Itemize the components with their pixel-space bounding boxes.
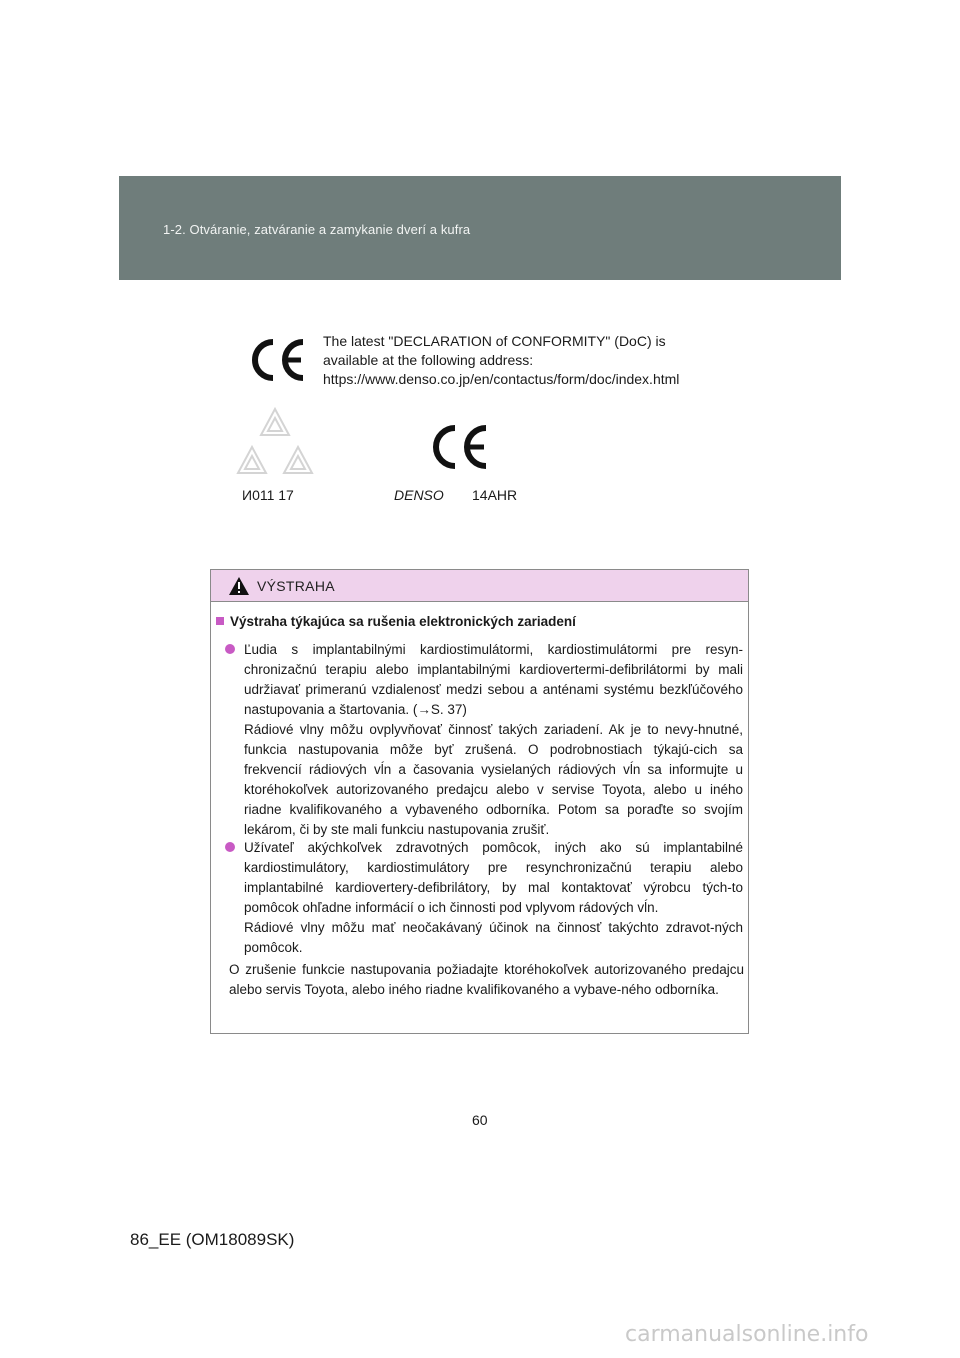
doc-notice-line: available at the following address: bbox=[323, 352, 534, 368]
square-bullet-icon bbox=[216, 617, 224, 625]
ce-mark-small-icon bbox=[428, 424, 490, 470]
closing-paragraph: O zrušenie funkcie nastupovania požiadajte ktoréhokoľvek autorizovaného predajcu alebo servis Toyota, alebo iného riadne kvalifikovaného a vybave-ného odborníka. bbox=[229, 962, 744, 997]
watermark: carmanualsonline.info bbox=[625, 1322, 869, 1347]
manufacturer-label: DENSO bbox=[394, 487, 444, 503]
recycle-triangles-icon bbox=[234, 405, 316, 482]
chapter-header bbox=[119, 176, 841, 280]
doc-notice-line: The latest "DECLARATION of CONFORMITY" (DoC) is bbox=[323, 333, 666, 349]
list-item bbox=[225, 640, 743, 840]
chapter-title: 1-2. Otváranie, zatváranie a zamykanie dverí a kufra bbox=[163, 222, 471, 237]
bullet-text-continued: Rádiové vlny môžu mať neočakávaný účinok na činnosť takýchto zdravot-ných pomôcok. bbox=[244, 920, 743, 955]
bullet-text: Užívateľ akýchkoľvek zdravotných pomôcok, iných ako sú implantabilné kardiostimulátory, kardiostimulátory pre resynchronizačnú terapiu alebo implantabilné kardiovertery-defibrilátory, by mal kontaktovať výrobcu tých-to pomôcok ohľadne informácií o ich činnosti pod vplyvom rádových vĺn. bbox=[244, 840, 743, 915]
doc-notice-url: https://www.denso.co.jp/en/contactus/form/doc/index.html bbox=[323, 371, 680, 387]
warning-header bbox=[211, 570, 748, 602]
bullet-dot-icon bbox=[225, 644, 235, 654]
list-item bbox=[225, 838, 743, 958]
bullet-text: Ľudia s implantabilnými kardiostimulátormi, kardiostimulátormi pre resyn-chronizačnú terapiu alebo implantabilnými kardiovertermi-defibrilátormi by mali udržiavať primeranú vzdialenosť medzi sebou a anténami systému bezkľúčového nastupovania a štartovania. (→S. 37) bbox=[244, 642, 743, 717]
certification-code: И011 17 bbox=[242, 487, 294, 503]
bullet-dot-icon bbox=[225, 842, 235, 852]
ce-mark-icon bbox=[247, 338, 307, 382]
page-number: 60 bbox=[472, 1112, 488, 1128]
warning-label: VÝSTRAHA bbox=[257, 578, 335, 594]
warning-heading bbox=[216, 614, 576, 629]
doc-notice bbox=[323, 332, 679, 389]
model-code: 14AHR bbox=[472, 487, 518, 503]
document-code: 86_EE (OM18089SK) bbox=[130, 1230, 295, 1249]
warning-box bbox=[210, 569, 749, 1034]
warning-heading-text: Výstraha týkajúca sa rušenia elektronických zariadení bbox=[230, 614, 576, 629]
bullet-text-continued: Rádiové vlny môžu ovplyvňovať činnosť takých zariadení. Ak je to nevy-hnutné, funkcia nastupovania môže byť zrušená. O podrobnostiach týkajú-cich sa frekvencií rádiových vĺn a časovania vysielaných rádiových vĺn sa informujte u ktoréhokoľvek autorizovaného predajcu alebo v servise Toyota, alebo u iného riadne kvalifikovaného a vybaveného odborníka. Potom sa poraďte so svojím lekárom, či by ste mali funkciu nastupovania zrušiť. bbox=[244, 722, 743, 837]
warning-triangle-icon bbox=[228, 576, 250, 601]
